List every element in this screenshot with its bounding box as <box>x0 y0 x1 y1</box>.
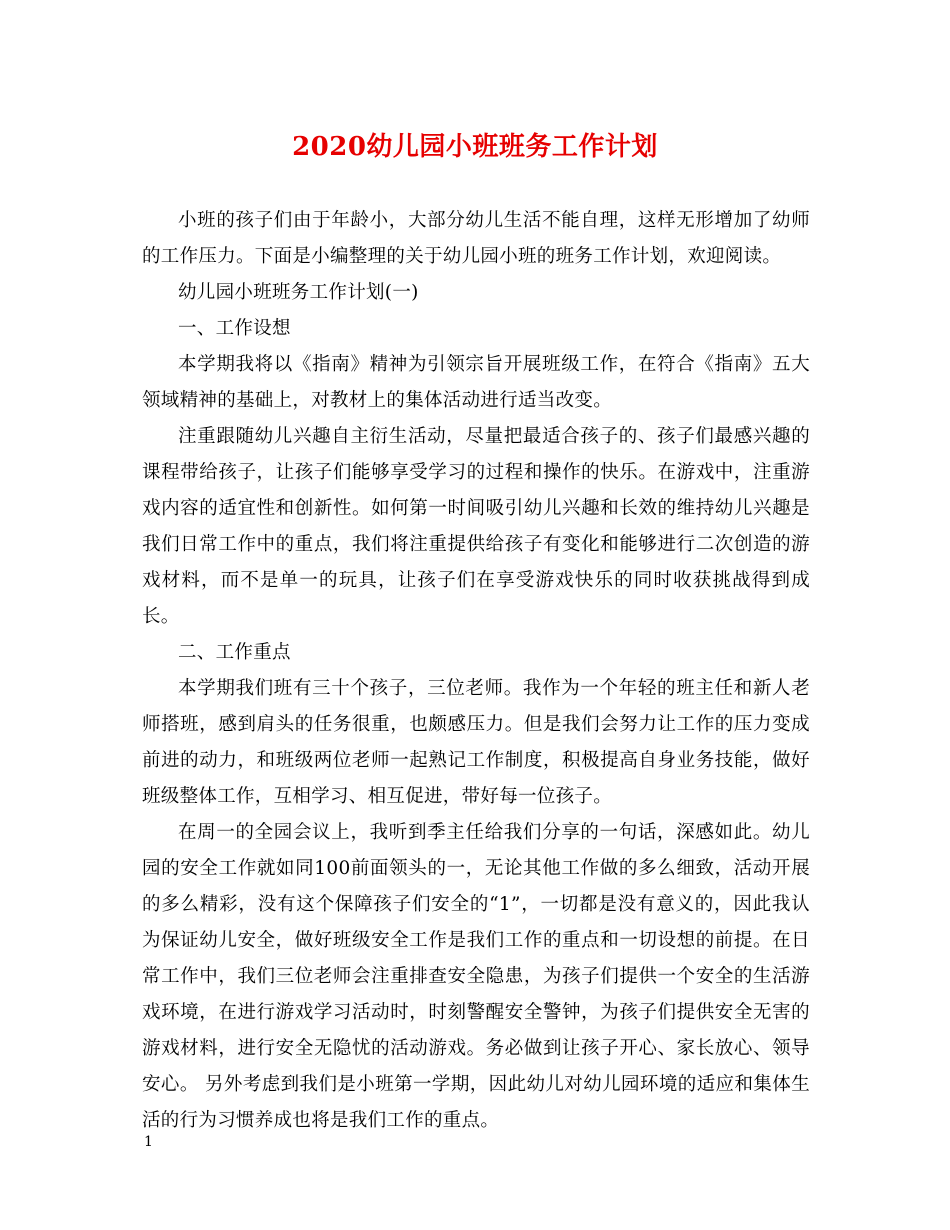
plan-subtitle: 幼儿园小班班务工作计划(一) <box>178 282 419 303</box>
body-paragraph: 在周一的全园会议上，我听到季主任给我们分享的一句话，深感如此。幼儿园的安全工作就如同100前面领头的一，无论其他工作做的多么细致，活动开展的多么精彩，没有这个保障孩子们安全的“1”，一切都是没有意义的，因此我认为保证幼儿安全，做好班级安全工作是我们工作的重点和一切设想的前提。在日常工作中，我们三位老师会注重排查安全隐患，为孩子们提供一个安全的生活游戏环境，在进行游戏学习活动时，时刻警醒安全警钟，为孩子们提供安全无害的游戏材料，进行安全无隐忧的活动游戏。务必做到让孩子开心、家长放心、领导安心。 另外考虑到我们是小班第一学期，因此幼儿对幼儿园环境的适应和集体生活的行为习惯养成也将是我们工作的重点。 <box>142 822 810 1131</box>
section-heading-work-ideas: 一、工作设想 <box>178 318 291 339</box>
body-paragraph: 本学期我们班有三十个孩子，三位老师。我作为一个年轻的班主任和新人老师搭班，感到肩头的任务很重，也颇感压力。但是我们会努力让工作的压力变成前进的动力，和班级两位老师一起熟记工作制度，积极提高自身业务技能，做好班级整体工作，互相学习、相互促进，带好每一位孩子。 <box>142 678 810 807</box>
body-paragraph: 注重跟随幼儿兴趣自主衍生活动，尽量把最适合孩子的、孩子们最感兴趣的课程带给孩子，让孩子们能够享受学习的过程和操作的快乐。在游戏中，注重游戏内容的适宜性和创新性。如何第一时间吸引幼儿兴趣和长效的维持幼儿兴趣是我们日常工作中的重点，我们将注重提供给孩子有变化和能够进行二次创造的游戏材料，而不是单一的玩具，让孩子们在享受游戏快乐的同时收获挑战得到成长。 <box>142 426 810 627</box>
section-heading-work-focus: 二、工作重点 <box>178 642 291 663</box>
document-title: 2020幼儿园小班班务工作计划 <box>292 132 658 162</box>
document-body <box>142 203 810 1139</box>
page-number: 1 <box>144 1134 153 1150</box>
intro-paragraph: 小班的孩子们由于年龄小，大部分幼儿生活不能自理，这样无形增加了幼师的工作压力。下面是小编整理的关于幼儿园小班的班务工作计划，欢迎阅读。 <box>142 210 810 267</box>
body-paragraph: 本学期我将以《指南》精神为引领宗旨开展班级工作，在符合《指南》五大领域精神的基础上，对教材上的集体活动进行适当改变。 <box>142 354 810 411</box>
